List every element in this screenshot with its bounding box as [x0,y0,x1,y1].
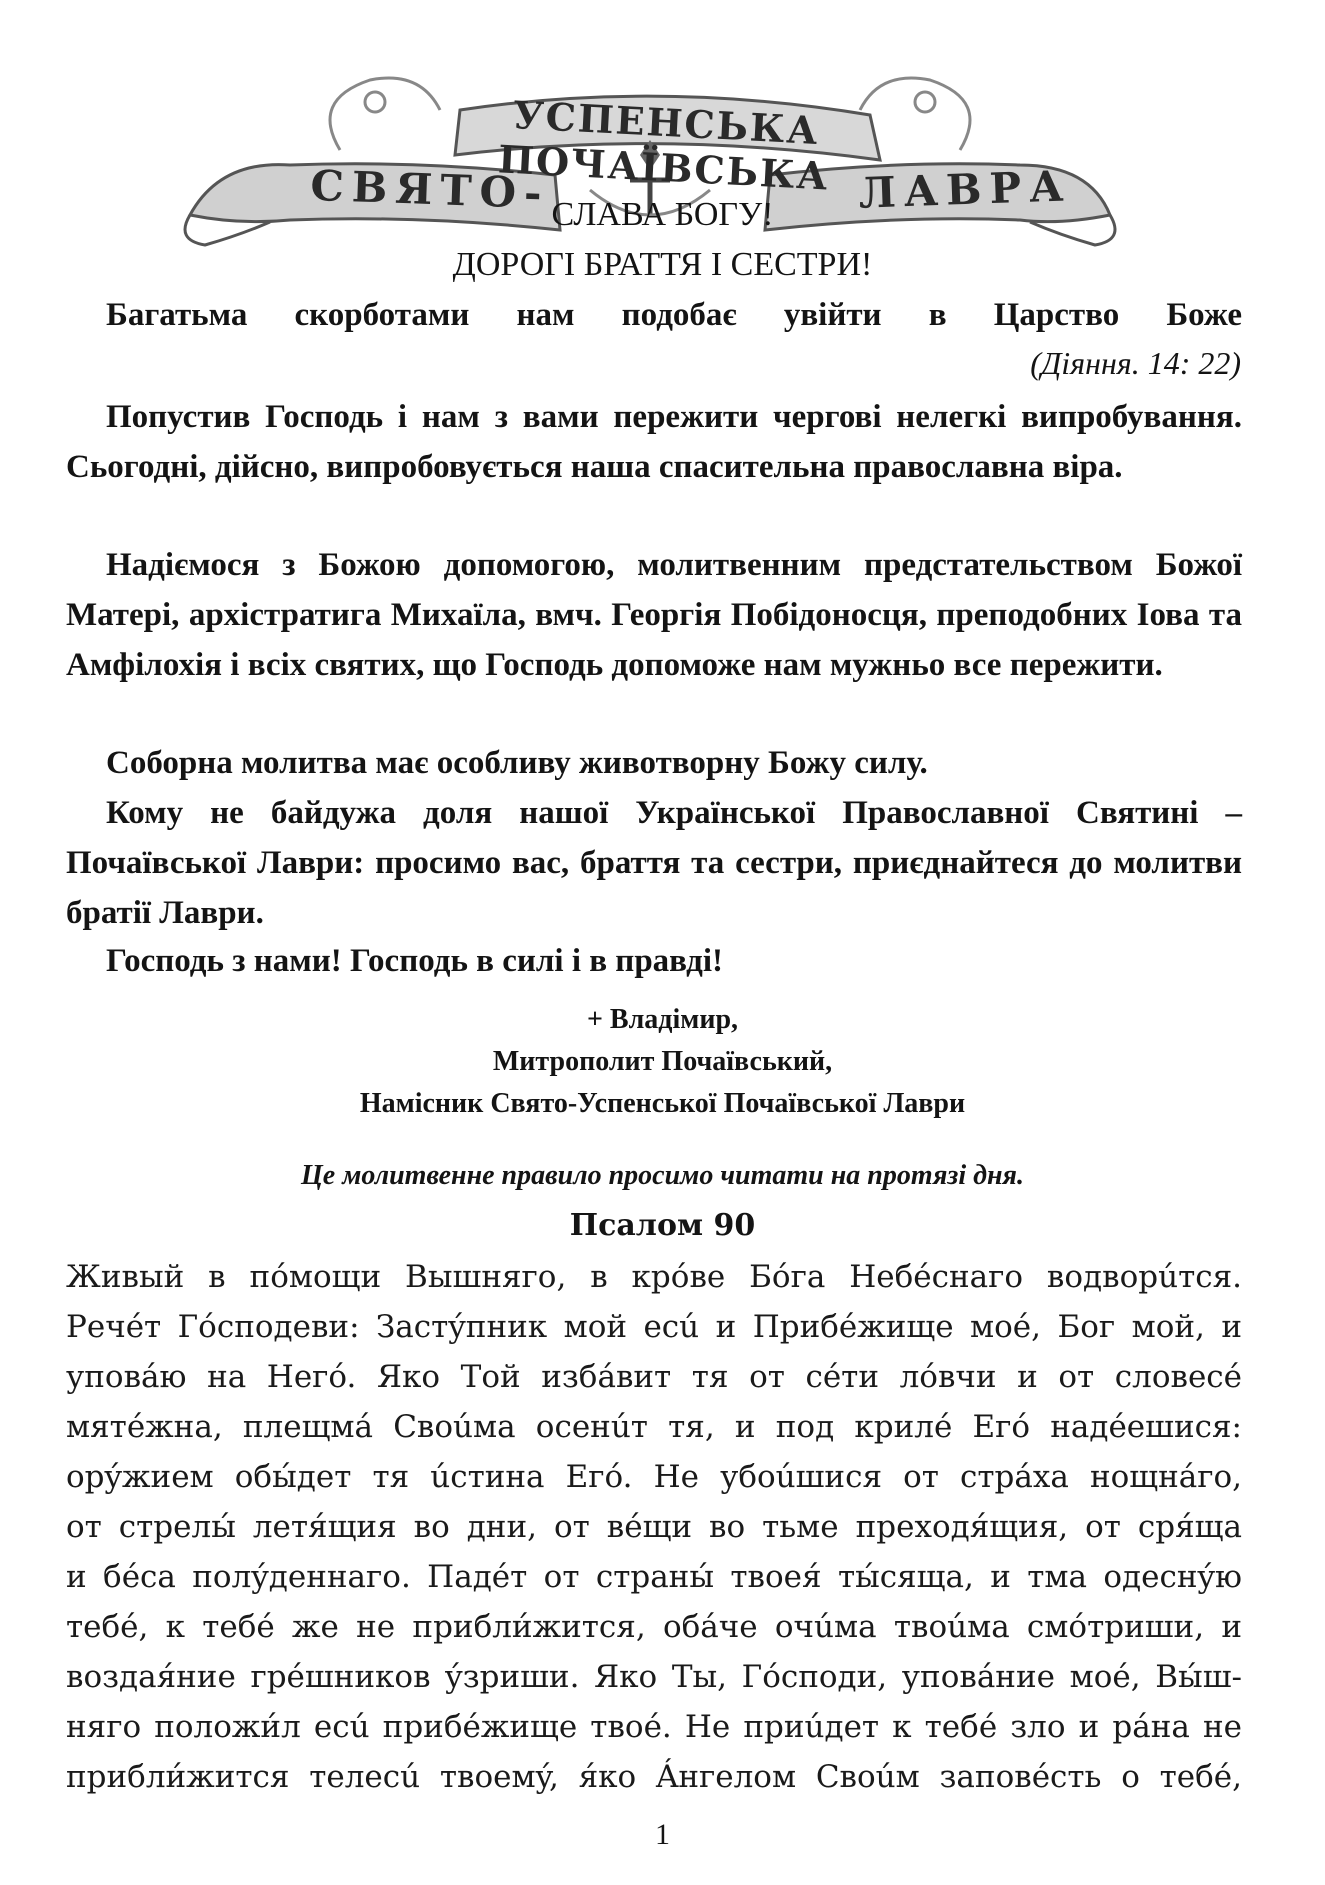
greeting-line-1: СЛАВА БОГУ! [551,196,774,233]
psalm-line: Речéт Гóсподеви: Застýпник мой есú и Прибéжище моé, Бог мой, и [66,1309,1242,1345]
psalm-line: от стрелы́ летя́щия во дни, от вéщи во тьме преходя́щия, от сря́ща [66,1509,1242,1545]
signature-title: Митрополит Почаївський, [492,1046,833,1077]
quote-reference: (Діяння. 14: 22) [1030,345,1241,381]
psalm-line: воздая́ние грéшников ýзриши. Яко Ты, Гóсподи, уповáние моé, Вы́ш- [66,1659,1242,1695]
psalm-line: тебé, к тебé же не прибли́жится, обáче очúма твоúма смóтриши, и [66,1609,1242,1645]
paragraph-5: Господь з нами! Господь в силі і в правді! [106,943,724,979]
page-number: 1 [655,1818,670,1851]
psalm-title: Псалом 90 [569,1208,756,1243]
signature-name: + Владімир, [586,1004,739,1035]
banner-right-text: ЛАВРА [857,161,1073,218]
psalm-line: орýжием обы́дет тя úстина Егó. Не убоúшися от стрáха нощнáго, [66,1459,1242,1495]
paragraph-2: Надіємося з Божою допомогою, молитвенним предстательством Божої Матері, архістратига Михаїла, вмч. Георгія Побідоносця, преподобних Іова та Амфілохія і всіх святих, що Господь допоможе нам мужньо все пережити. [66,547,1242,683]
prayer-instruction: Це молитвенне правило просимо читати на протязі дня. [301,1160,1024,1191]
banner-top-text: УСПЕНСЬКА ПОЧАЇВСЬКА [497,92,831,199]
psalm-text [66,1252,1242,1802]
paragraph-3: Соборна молитва має особливу животворну Божу силу. [106,745,928,781]
psalm-line: уповáю на Негó. Яко Той избáвит тя от сéти лóвчи и от словесé [66,1359,1242,1395]
psalm-line: Живый в пóмощи Вышняго, в крóве Бóга Небéснаго водворúтся. [66,1259,1242,1295]
psalm-line: няго положи́л есú прибéжище твоé. Не приúдет к тебé зло и рáна не [66,1709,1242,1745]
lavra-banner [160,40,1140,270]
banner-left-text: СВЯТО- [309,160,551,219]
paragraph-1: Попустив Господь і нам з вами пережити чергові нелегкі випробування. Сьогодні, дійсно, випробовується наша спасительна православна віра. [66,399,1242,485]
psalm-line: мятéжна, плещмá Своúма осенúт тя, и под крилé Егó надéешися: [66,1409,1242,1445]
paragraph-4: Кому не байдужа доля нашої Української Православної Святині – Почаївської Лаври: просимо вас, браття та сестри, приєднайтеся до молитви братії Лаври. [66,795,1242,931]
psalm-line: и бéса полýденнаго. Падéт от страны́ твоея́ ты́сяща, и тма одеснýю [66,1559,1242,1595]
greeting-line-2: ДОРОГІ БРАТТЯ І СЕСТРИ! [452,246,873,283]
signature-role: Намісник Свято-Успенської Почаївської Лаври [359,1088,966,1119]
quote-text: Багатьма скорботами нам подобає увійти в Царство Боже [106,297,1242,333]
psalm-line: прибли́жится телесú твоемý, я́ко Áнгелом Своúм заповéсть о тебé, [66,1759,1242,1795]
